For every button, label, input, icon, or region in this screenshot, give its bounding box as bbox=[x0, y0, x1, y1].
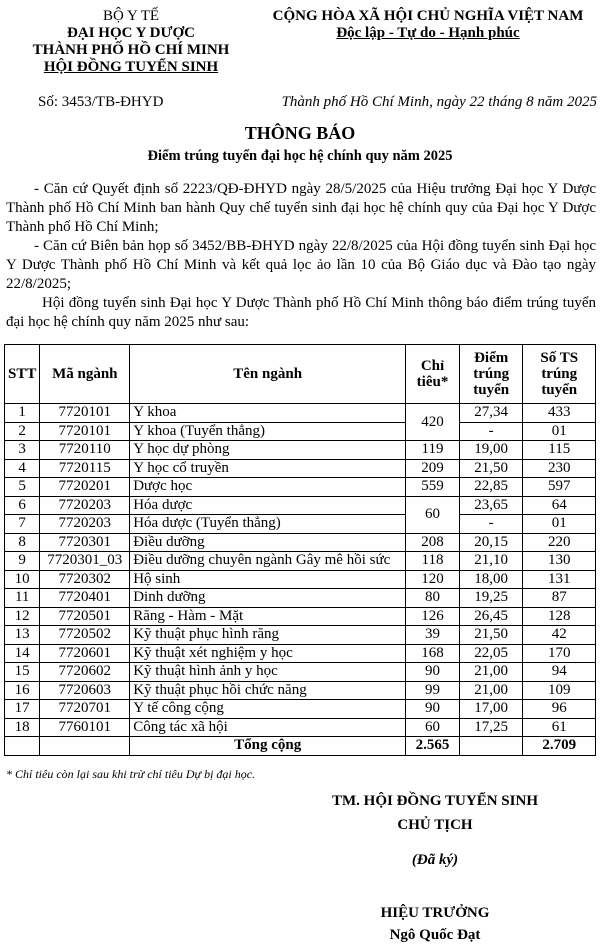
row-score: - bbox=[459, 422, 523, 441]
row-quota: 118 bbox=[406, 552, 460, 571]
national-motto: Độc lập - Tự do - Hạnh phúc bbox=[336, 25, 520, 41]
row-name: Y tế công cộng bbox=[130, 700, 406, 719]
row-code: 7720601 bbox=[40, 644, 130, 663]
row-stt: 16 bbox=[5, 681, 40, 700]
row-stt: 9 bbox=[5, 552, 40, 571]
row-admitted: 170 bbox=[523, 644, 596, 663]
row-score: 22,85 bbox=[459, 478, 523, 497]
table-header-row bbox=[5, 345, 596, 404]
row-code: 7720501 bbox=[40, 607, 130, 626]
table-row bbox=[5, 644, 596, 663]
row-code: 7720603 bbox=[40, 681, 130, 700]
row-admitted: 42 bbox=[523, 626, 596, 645]
row-stt: 8 bbox=[5, 533, 40, 552]
table-row bbox=[5, 515, 596, 534]
row-admitted: 115 bbox=[523, 441, 596, 460]
signature-name: Ngô Quốc Đạt bbox=[389, 927, 481, 943]
row-quota: 208 bbox=[406, 533, 460, 552]
header-left bbox=[0, 8, 262, 76]
footnote: * Chỉ tiêu còn lại sau khi trừ chỉ tiêu Dự bị đại học. bbox=[6, 767, 256, 781]
row-score: 21,10 bbox=[459, 552, 523, 571]
row-name: Điều dưỡng chuyên ngành Gây mê hồi sức bbox=[130, 552, 406, 571]
row-admitted: 01 bbox=[523, 422, 596, 441]
total-code-empty bbox=[40, 737, 130, 756]
row-admitted: 87 bbox=[523, 589, 596, 608]
row-score: 19,00 bbox=[459, 441, 523, 460]
row-name: Răng - Hàm - Mặt bbox=[130, 607, 406, 626]
row-admitted: 597 bbox=[523, 478, 596, 497]
row-score: 27,34 bbox=[459, 404, 523, 423]
table-total-row bbox=[5, 737, 596, 756]
row-score: 19,25 bbox=[459, 589, 523, 608]
table-row bbox=[5, 478, 596, 497]
row-stt: 18 bbox=[5, 718, 40, 737]
row-code: 7720401 bbox=[40, 589, 130, 608]
university-name: ĐẠI HỌC Y DƯỢC bbox=[67, 25, 195, 41]
table-row bbox=[5, 496, 596, 515]
row-quota: 99 bbox=[406, 681, 460, 700]
row-score: 23,65 bbox=[459, 496, 523, 515]
row-code: 7760101 bbox=[40, 718, 130, 737]
paragraph-announcement: Hội đồng tuyển sinh Đại học Y Dược Thành phố Hồ Chí Minh thông báo điểm trúng tuyển đại học hệ chính quy năm 2025 như sau: bbox=[6, 295, 596, 330]
row-score: 20,15 bbox=[459, 533, 523, 552]
doc-subtitle: Điểm trúng tuyển đại học hệ chính quy năm 2025 bbox=[147, 148, 453, 164]
row-code: 7720301_03 bbox=[40, 552, 130, 571]
row-stt: 7 bbox=[5, 515, 40, 534]
signature-chairman: CHỦ TỊCH bbox=[397, 817, 473, 833]
row-quota: 60 bbox=[406, 496, 460, 533]
row-name: Công tác xã hội bbox=[130, 718, 406, 737]
row-code: 7720502 bbox=[40, 626, 130, 645]
row-score: 22,05 bbox=[459, 644, 523, 663]
row-name: Kỹ thuật hình ảnh y học bbox=[130, 663, 406, 682]
row-code: 7720301 bbox=[40, 533, 130, 552]
row-quota: 119 bbox=[406, 441, 460, 460]
row-name: Kỹ thuật phục hình răng bbox=[130, 626, 406, 645]
table-row bbox=[5, 589, 596, 608]
row-stt: 13 bbox=[5, 626, 40, 645]
row-score: 21,00 bbox=[459, 663, 523, 682]
row-name: Điều dưỡng bbox=[130, 533, 406, 552]
total-quota: 2.565 bbox=[406, 737, 460, 756]
row-score: 21,50 bbox=[459, 626, 523, 645]
row-stt: 12 bbox=[5, 607, 40, 626]
row-name: Hộ sinh bbox=[130, 570, 406, 589]
row-admitted: 230 bbox=[523, 459, 596, 478]
row-code: 7720101 bbox=[40, 422, 130, 441]
row-code: 7720701 bbox=[40, 700, 130, 719]
admission-score-table bbox=[4, 344, 596, 756]
row-admitted: 220 bbox=[523, 533, 596, 552]
council-name: HỘI ĐỒNG TUYỂN SINH bbox=[43, 59, 219, 75]
table-row bbox=[5, 441, 596, 460]
row-score: 26,45 bbox=[459, 607, 523, 626]
total-score-empty bbox=[459, 737, 523, 756]
signature-council: TM. HỘI ĐỒNG TUYỂN SINH bbox=[331, 793, 538, 809]
table-row bbox=[5, 533, 596, 552]
row-name: Y khoa (Tuyển thẳng) bbox=[130, 422, 406, 441]
table-row bbox=[5, 718, 596, 737]
paragraph-basis-1: - Căn cứ Quyết định số 2223/QĐ-ĐHYD ngày 28/5/2025 của Hiệu trưởng Đại học Y Dược Thành phố Hồ Chí Minh ban hành Quy chế tuyển sinh đại học hệ chính quy của Đại học Y Dược Thành phố Hồ Chí Minh; bbox=[6, 181, 596, 235]
row-code: 7720302 bbox=[40, 570, 130, 589]
row-name: Hóa dược bbox=[130, 496, 406, 515]
table-row bbox=[5, 404, 596, 423]
row-score: 17,25 bbox=[459, 718, 523, 737]
row-name: Hóa dược (Tuyển thẳng) bbox=[130, 515, 406, 534]
row-stt: 15 bbox=[5, 663, 40, 682]
row-quota: 209 bbox=[406, 459, 460, 478]
table-row bbox=[5, 681, 596, 700]
row-score: 21,50 bbox=[459, 459, 523, 478]
header-quota: Chỉ tiêu* bbox=[406, 345, 460, 404]
row-admitted: 109 bbox=[523, 681, 596, 700]
header-score: Điểm trúng tuyển bbox=[459, 345, 523, 404]
row-quota: 420 bbox=[406, 404, 460, 441]
signature-position: HIỆU TRƯỞNG bbox=[380, 905, 490, 921]
doc-title: THÔNG BÁO bbox=[244, 123, 356, 143]
row-quota: 126 bbox=[406, 607, 460, 626]
row-quota: 60 bbox=[406, 718, 460, 737]
university-city: THÀNH PHỐ HỒ CHÍ MINH bbox=[32, 42, 230, 58]
doc-number: Số: 3453/TB-ĐHYD bbox=[38, 94, 164, 110]
row-stt: 4 bbox=[5, 459, 40, 478]
row-name: Kỹ thuật phục hồi chức năng bbox=[130, 681, 406, 700]
table-row bbox=[5, 607, 596, 626]
table-row bbox=[5, 422, 596, 441]
row-quota: 90 bbox=[406, 700, 460, 719]
row-code: 7720203 bbox=[40, 496, 130, 515]
row-stt: 6 bbox=[5, 496, 40, 515]
row-admitted: 61 bbox=[523, 718, 596, 737]
row-code: 7720101 bbox=[40, 404, 130, 423]
row-quota: 80 bbox=[406, 589, 460, 608]
row-admitted: 433 bbox=[523, 404, 596, 423]
signature-signed: (Đã ký) bbox=[411, 852, 459, 868]
row-code: 7720203 bbox=[40, 515, 130, 534]
row-code: 7720602 bbox=[40, 663, 130, 682]
row-stt: 2 bbox=[5, 422, 40, 441]
date-line: Thành phố Hồ Chí Minh, ngày 22 tháng 8 năm 2025 bbox=[281, 94, 597, 110]
row-stt: 3 bbox=[5, 441, 40, 460]
ministry-name: BỘ Y TẾ bbox=[102, 8, 160, 24]
row-admitted: 96 bbox=[523, 700, 596, 719]
table-row bbox=[5, 459, 596, 478]
row-code: 7720110 bbox=[40, 441, 130, 460]
total-admitted: 2.709 bbox=[523, 737, 596, 756]
row-code: 7720201 bbox=[40, 478, 130, 497]
row-stt: 10 bbox=[5, 570, 40, 589]
row-code: 7720115 bbox=[40, 459, 130, 478]
row-admitted: 128 bbox=[523, 607, 596, 626]
total-stt-empty bbox=[5, 737, 40, 756]
row-quota: 120 bbox=[406, 570, 460, 589]
row-name: Dinh dưỡng bbox=[130, 589, 406, 608]
row-stt: 1 bbox=[5, 404, 40, 423]
row-score: - bbox=[459, 515, 523, 534]
table-row bbox=[5, 570, 596, 589]
row-score: 18,00 bbox=[459, 570, 523, 589]
table-row bbox=[5, 700, 596, 719]
row-admitted: 01 bbox=[523, 515, 596, 534]
row-quota: 90 bbox=[406, 663, 460, 682]
row-quota: 559 bbox=[406, 478, 460, 497]
row-score: 21,00 bbox=[459, 681, 523, 700]
header-code: Mã ngành bbox=[40, 345, 130, 404]
row-admitted: 131 bbox=[523, 570, 596, 589]
header-right bbox=[258, 8, 598, 42]
row-name: Y khoa bbox=[130, 404, 406, 423]
row-name: Y học cổ truyền bbox=[130, 459, 406, 478]
header-name: Tên ngành bbox=[130, 345, 406, 404]
row-admitted: 130 bbox=[523, 552, 596, 571]
header-stt: STT bbox=[5, 345, 40, 404]
header-admitted: Số TS trúng tuyển bbox=[523, 345, 596, 404]
total-label: Tổng cộng bbox=[130, 737, 406, 756]
table-row bbox=[5, 663, 596, 682]
table-row bbox=[5, 626, 596, 645]
row-stt: 14 bbox=[5, 644, 40, 663]
row-name: Kỹ thuật xét nghiệm y học bbox=[130, 644, 406, 663]
row-name: Y học dự phòng bbox=[130, 441, 406, 460]
row-stt: 17 bbox=[5, 700, 40, 719]
row-admitted: 94 bbox=[523, 663, 596, 682]
row-name: Dược học bbox=[130, 478, 406, 497]
row-stt: 5 bbox=[5, 478, 40, 497]
country-name: CỘNG HÒA XÃ HỘI CHỦ NGHĨA VIỆT NAM bbox=[272, 8, 584, 24]
row-admitted: 64 bbox=[523, 496, 596, 515]
row-quota: 168 bbox=[406, 644, 460, 663]
row-quota: 39 bbox=[406, 626, 460, 645]
row-stt: 11 bbox=[5, 589, 40, 608]
paragraph-basis-2: - Căn cứ Biên bản họp số 3452/BB-ĐHYD ngày 22/8/2025 của Hội đồng tuyển sinh Đại học Y Dược Thành phố Hồ Chí Minh và kết quả lọc ảo lần 10 của Bộ Giáo dục và Đào tạo ngày 22/8/2025; bbox=[6, 238, 596, 292]
table-row bbox=[5, 552, 596, 571]
row-score: 17,00 bbox=[459, 700, 523, 719]
